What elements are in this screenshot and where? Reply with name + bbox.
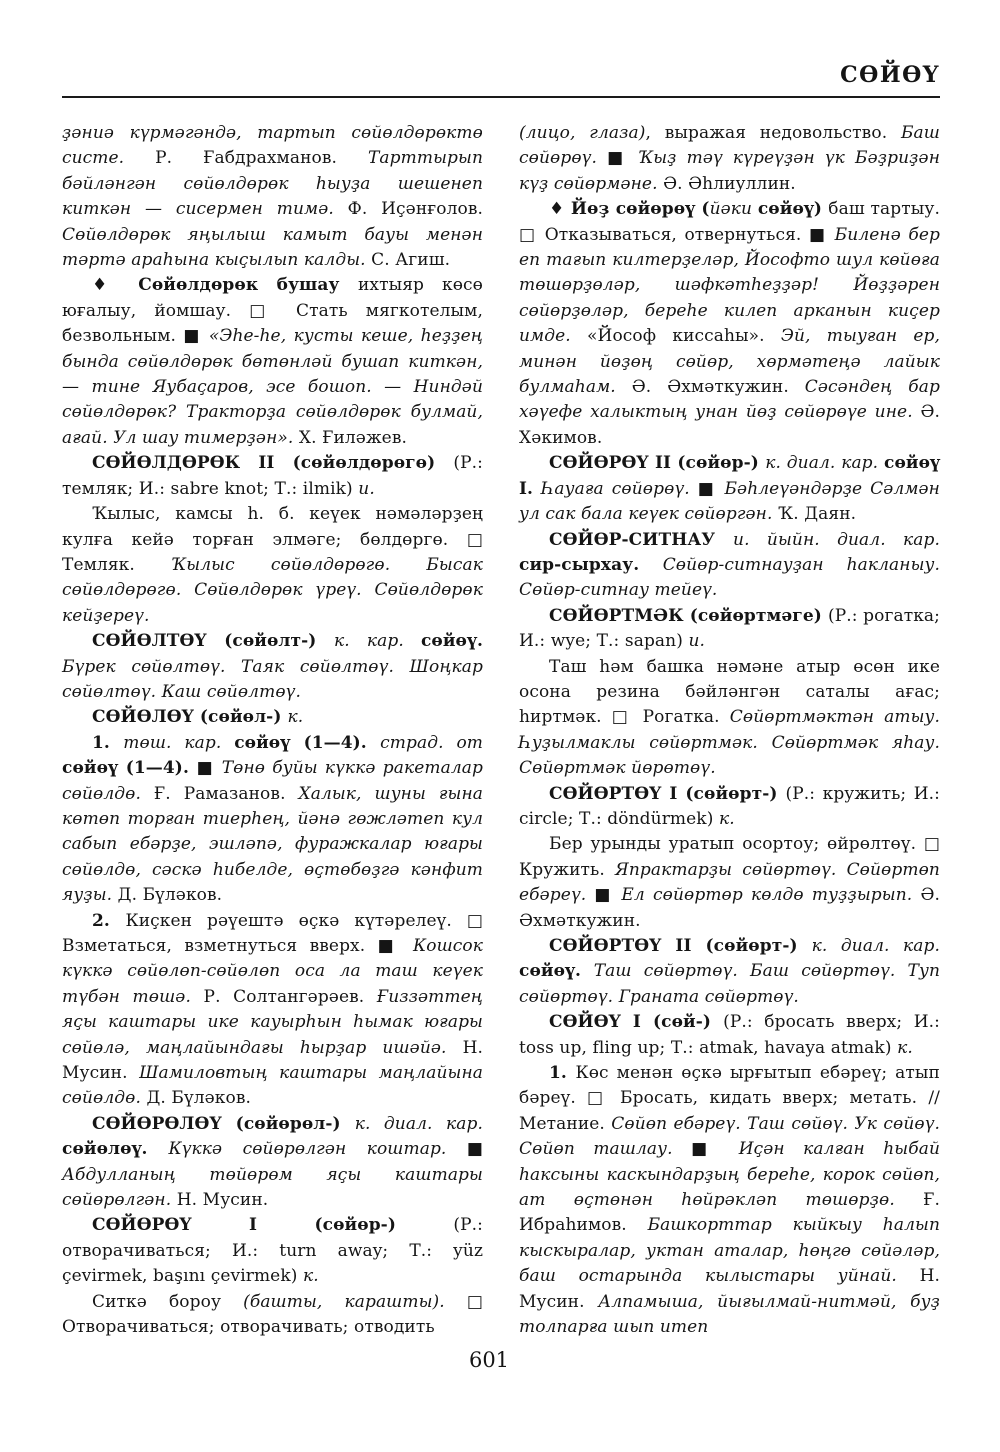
paragraph xyxy=(62,121,483,273)
text-segment: к. диал. кар. xyxy=(354,1113,483,1134)
text-segment: (Р.: отворачиваться; И.: turn away; Т.: yüz çevirmek, başını çevirmek) xyxy=(62,1215,483,1287)
text-segment: и. йыйн. диал. кар. xyxy=(733,529,940,550)
text-segment: ■ xyxy=(594,885,622,906)
text-segment: Д. Бүләков. xyxy=(117,885,223,906)
text-segment: Иҫән калған һыбай һаксыны каскындарҙың береһе, корок сөйөп, ат өҫтөнән һөйрәкләп төшөрҙө. xyxy=(519,1139,941,1211)
column-right xyxy=(519,121,940,1341)
text-segment: Ә. Әһлиуллин. xyxy=(663,173,796,194)
text-segment: Сөйөп ебәреү. Таш сөйөү. Ук сөйөү. Сөйөп ташлау. xyxy=(519,1113,941,1160)
paragraph xyxy=(62,629,483,705)
running-head: СӨЙӨҮ xyxy=(840,62,940,88)
text-segment: Ғ. Рамазанов. xyxy=(153,783,299,804)
paragraph xyxy=(62,451,483,502)
text-segment: Абдулланың төйөрөм яҫы каштары сөйөрөлгән. xyxy=(62,1164,483,1211)
text-segment: Бүрек сөйөлтөү. Таяк сөйөлтөү. Шоңкар сөйөлтөү. Каш сөйөлтөү. xyxy=(62,656,483,702)
paragraph xyxy=(62,273,483,451)
paragraph xyxy=(62,1112,483,1214)
text-segment: Күккә сөйөрөлгән коштар. xyxy=(168,1139,467,1160)
text-segment: (Р.: кружить; И.: circle; Т.: döndürmek) xyxy=(519,783,940,829)
text-segment: к. диал. кар. xyxy=(811,936,941,956)
text-segment: ихтыяр көсө юғалыу, йомшау. □ Стать мягкотелым, безвольным. ■ xyxy=(62,275,483,347)
column-left xyxy=(62,121,483,1341)
text-segment: СӨЙӨРТӨҮ I (сөйөрт-) xyxy=(549,783,786,804)
text-segment: сөйөү) xyxy=(757,199,829,220)
text-segment: к. xyxy=(287,707,304,728)
text-segment: Ел сөйөртөр көлдө туҙҙырып. xyxy=(621,885,921,906)
text-segment: Сөйөртмәктән атыу. Һуҙылмаклы сөйөртмәк. Сөйөртмәк яһау. Сөйөртмәк йөрөтөү. xyxy=(519,707,941,779)
text-segment: Ә. Әхмәткужин. xyxy=(519,885,940,931)
text-segment: ■ xyxy=(466,1139,483,1160)
text-segment: СӨЙӨР-СИТНАУ xyxy=(549,529,734,550)
text-segment: Ғ. Ибраһимов. xyxy=(519,1190,940,1236)
text-segment: сөйөү. xyxy=(519,961,594,982)
text-segment: Бер урынды уратып осортоу; өйрөлтөү. □ Кружить. xyxy=(519,834,940,880)
paragraph xyxy=(519,934,940,1010)
text-columns xyxy=(62,121,940,1341)
text-segment: , выражая недовольство. xyxy=(645,123,901,143)
paragraph xyxy=(62,909,483,1112)
text-segment: Сөйөлдөрөк яңылыш камыт бауы менән тәртә араһына кыҫылып калды. xyxy=(62,224,483,271)
text-segment: (Р.: темляк; И.: sabre knot; Т.: ilmik) xyxy=(62,453,483,499)
text-segment: Таш сөйөртөү. Баш сөйөртөү. Туп сөйөртөү. Граната сөйөртөү. xyxy=(519,961,940,1007)
text-segment: сөйөү I. xyxy=(519,453,941,499)
text-segment: Ғиззәттең яҫы каштары ике кауырһын һымак юғары сөйөлә, маңлайындағы һырҙар ишәйә. xyxy=(62,986,483,1058)
text-segment: Р. Солтангәрәев. xyxy=(203,986,377,1007)
text-segment: Ҡыҙ тәү күреүҙән үк Бәҙриҙән күҙ сөйөрмәне. xyxy=(519,148,941,194)
text-segment: Сәсәндең бар хәүефе халыктың унан йөҙ сөйөрөүе ине. xyxy=(519,377,941,423)
text-segment: Тарттырып бәйләнгән сөйөлдөрөк һыуҙа шешенеп киткән — сисермен тимә. xyxy=(62,148,483,220)
paragraph xyxy=(519,197,940,451)
header-rule xyxy=(62,96,940,98)
text-segment: (лицо, глаза) xyxy=(519,123,646,143)
paragraph xyxy=(519,604,940,655)
text-segment: к. xyxy=(897,1037,913,1058)
paragraph xyxy=(62,1213,483,1289)
text-segment: СӨЙӨЛДӨРӨК II (сөйөлдөрөгө) xyxy=(92,453,454,474)
text-segment: ♦ Сөйөлдөрөк бушау xyxy=(92,275,358,296)
text-segment: Х. Ғиләжев. xyxy=(298,427,408,448)
text-segment: ■ xyxy=(607,148,638,169)
paragraph xyxy=(519,1010,940,1061)
paragraph xyxy=(519,655,940,782)
text-segment: Эй, тыуған ер, минән йөҙөң сөйөр, хөрмәтеңә лайык булмаһам. xyxy=(519,326,941,398)
paragraph xyxy=(62,502,483,629)
text-segment: баш тартыу. □ Отказываться, отвернуться. ■ xyxy=(519,199,940,245)
text-segment: Ә. Әхмәткужин. xyxy=(631,377,805,398)
text-segment: Алпамыша, йығылмай-нитмәй, буҙ толпарға шып итеп xyxy=(519,1291,940,1338)
text-segment: 1. xyxy=(92,732,124,753)
paragraph xyxy=(519,832,940,934)
text-segment: Н. Мусин. xyxy=(519,1266,940,1312)
text-segment: Биленә бер еп тағып килтерҙеләр, Йософто шул көйөға төшөрҙөләр, шәфкәтһеҙҙәр! Йөҙҙәрен сөйөрҙөләр, береһе килеп арканын киҫер имде. xyxy=(519,224,940,347)
text-segment: к. кар. xyxy=(334,631,421,652)
text-segment: к. xyxy=(718,808,735,829)
paragraph xyxy=(62,705,483,730)
text-segment: Н. Мусин. xyxy=(176,1190,269,1211)
text-segment: сөйөү. xyxy=(420,631,483,652)
text-segment: СӨЙӨРӨҮ I (сөйөр-) xyxy=(92,1215,454,1236)
text-segment: сөйөү (1—4). xyxy=(234,732,381,753)
text-segment: ■ xyxy=(697,478,725,499)
text-segment: «Йософ киссаһы». xyxy=(587,326,781,347)
text-segment: Сөйөр-ситнауҙан һакланыу. Сөйөр-ситнау тейеү. xyxy=(519,554,940,601)
text-segment: (Р.: бросать вверх; И.: toss up, fling up; Т.: atmak, havaya atmak) xyxy=(519,1012,940,1058)
text-segment: и. xyxy=(688,631,706,652)
text-segment: СӨЙӨРТМӘК (сөйөртмәге) xyxy=(549,605,828,626)
text-segment: Киҫкен рәүештә өҫкә күтәрелеү. □ Взметаться, взметнуться вверх. ■ xyxy=(62,910,484,956)
text-segment: С. Агиш. xyxy=(371,250,451,271)
text-segment: төш. кар. xyxy=(123,732,235,753)
paragraph xyxy=(519,451,940,527)
text-segment: «Эһе-һе, кусты кеше, һеҙҙең бында сөйөлдөрөк бөтөнләй бушап киткән, — тине Яубаҫаров, эсе бошоп. — Ниндәй сөйөлдөрөк? Тракторҙа сөйөлдөрөк булмай, ағай. Ул шау тимерҙән». xyxy=(62,326,483,448)
paragraph xyxy=(519,1061,940,1340)
text-segment: сир-сырхау. xyxy=(519,554,663,575)
text-segment: йәки xyxy=(709,199,758,220)
text-segment: (Р.: рогатка; И.: wye; Т.: sapan) xyxy=(519,605,940,652)
text-segment: СӨЙӨРТӨҮ II (сөйөрт-) xyxy=(549,936,812,956)
text-segment: Р. Ғабдрахманов. xyxy=(155,148,368,169)
text-segment: Ә. Хәкимов. xyxy=(519,402,940,448)
text-segment: Кошсок күккә сөйөлөп-сөйөлөп оса ла таш кеүек түбән төшә. xyxy=(62,936,483,1007)
text-segment: сөйөү (1—4). xyxy=(62,758,197,779)
text-segment: ■ xyxy=(691,1139,739,1160)
text-segment: Ситкә бороу xyxy=(92,1291,244,1312)
text-segment: 1. xyxy=(549,1063,576,1084)
text-segment: СӨЙӨЛӨҮ (сөйөл-) xyxy=(92,707,288,728)
text-segment: Баш сөйөрөү. xyxy=(519,123,940,169)
text-segment: ■ xyxy=(196,758,222,779)
text-segment: Таш һәм башка нәмәне атыр өсөн ике осона резина бәйләнгән саталы ағас; һиртмәк. □ Рогатка. xyxy=(519,656,940,728)
text-segment: и. xyxy=(358,478,375,499)
text-segment: СӨЙӨРӨЛӨҮ (сөйөрөл-) xyxy=(92,1113,355,1134)
text-segment: СӨЙӨРӨҮ II (сөйөр-) xyxy=(549,453,766,474)
text-segment: □ Отворачиваться; отворачивать; отводить xyxy=(62,1291,483,1338)
text-segment: (башты, карашты). xyxy=(243,1291,467,1312)
text-segment: СӨЙӨЛТӨҮ (сөйөлт-) xyxy=(92,631,335,652)
text-segment: Бәһлеүәндәрҙе Сәлмән ул сак бала кеүек сөйөргән. xyxy=(519,478,940,525)
text-segment: сөйөлөү. xyxy=(62,1139,169,1160)
text-segment: ҙәниә күрмәгәндә, тартып сөйөлдөрөктө систе. xyxy=(62,123,483,169)
text-segment: Япрактарҙы сөйөртөү. Сөйөртөп ебәреү. xyxy=(519,859,940,906)
text-segment: 2. xyxy=(92,910,126,931)
text-segment: Төнө буйы күккә ракеталар сөйөлдө. xyxy=(62,758,483,804)
text-segment: Халык, шуны ғына көтөп торған тиерһең, йәнә гөжләтеп кул сабып ебәрҙе, эшләпә, фуражкалар юғары сөйөлдө, сәскә һибелде, өҫтөбөҙгә кәнфит яуҙы. xyxy=(62,783,483,906)
paragraph xyxy=(519,121,940,197)
text-segment: Шамиловтың каштары маңлайына сөйөлдө. xyxy=(62,1063,483,1109)
page-number: 601 xyxy=(468,1348,510,1372)
paragraph xyxy=(519,528,940,604)
paragraph xyxy=(62,1290,483,1341)
text-segment: Ф. Иҫәнғолов. xyxy=(347,199,483,220)
text-segment: ♦ Йөҙ сөйөрөү ( xyxy=(549,199,710,220)
paragraph xyxy=(62,731,483,909)
text-segment: Ҡылыс сөйөлдөрөгө. Бысак сөйөлдөрөгө. Сөйөлдөрөк үреү. Сөйөлдөрөк кейҙереү. xyxy=(62,554,483,626)
paragraph xyxy=(519,782,940,833)
text-segment: к. диал. кар. xyxy=(765,453,884,474)
text-segment: Н. Мусин. xyxy=(62,1037,483,1084)
text-segment: Ҡылыс, камсы һ. б. кеүек нәмәләрҙең кулға кейә торған элмәге; бөлдөргө. □ Темляк. xyxy=(62,504,483,575)
text-segment: Көс менән өҫкә ырғытып ебәреү; атып бәреү. □ Бросать, кидать вверх; метать. // Метание. xyxy=(519,1063,940,1134)
text-segment: Д. Бүләков. xyxy=(146,1088,252,1109)
text-segment: Башкорттар кыйкыу һалып кыскыралар, уктан аталар, һөңгө сөйәләр, баш остарында кылыстары уйнай. xyxy=(519,1215,941,1287)
text-segment: страд. от xyxy=(380,732,483,753)
text-segment: Һауаға сөйөрөү. xyxy=(541,478,698,499)
text-segment: Ҡ. Даян. xyxy=(778,504,857,525)
text-segment: СӨЙӨҮ I (сөй-) xyxy=(549,1012,724,1033)
text-segment: к. xyxy=(302,1266,319,1287)
